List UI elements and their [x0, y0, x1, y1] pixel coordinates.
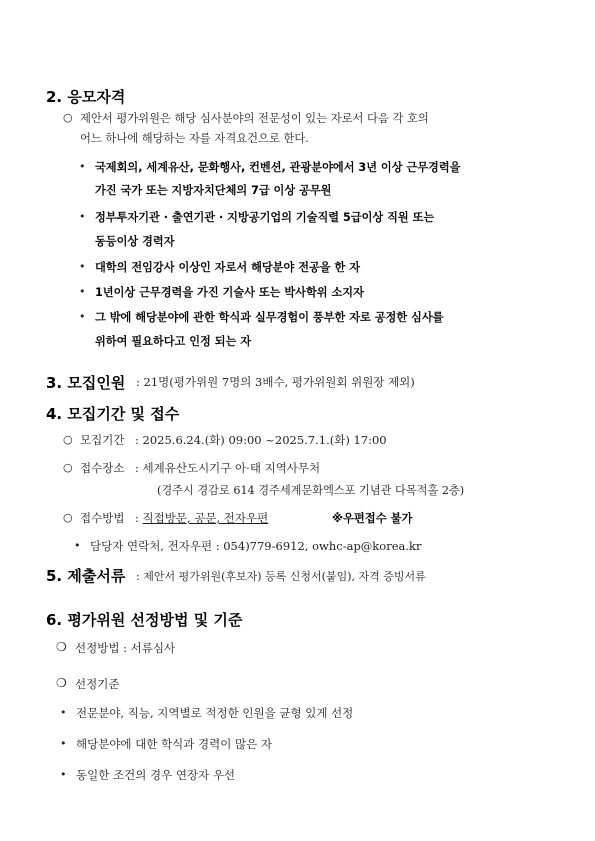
section-2-heading: 2. 응모자격 [46, 88, 126, 106]
method-options: 직접방문, 공문, 전자우편 [142, 511, 269, 525]
period-label: 모집기간 [80, 433, 125, 447]
place-value: : 세계유산도시기구 아·태 지역사무처 [135, 461, 321, 475]
item-bullet-icon: • [79, 260, 86, 273]
item-bullet-icon: • [79, 160, 86, 173]
criteria-item-3: 동일한 조건의 경우 연장자 우선 [76, 768, 236, 782]
item-bullet-icon: • [79, 210, 86, 223]
item-bullet-icon: • [79, 285, 86, 298]
intro-bullet-icon: ○ [63, 111, 73, 124]
criteria-item-2: 해당분야에 대한 학식과 경력이 많은 자 [76, 737, 273, 751]
selection-method: 선정방법 : 서류심사 [75, 641, 176, 655]
criteria-circle-icon: ❍ [56, 676, 67, 690]
qualification-item-1-line-1: 국제회의, 세계유산, 문화행사, 컨벤션, 관광분야에서 3년 이상 근무경력을 [95, 161, 461, 174]
section-6-heading: 6. 평가위원 선정방법 및 기준 [46, 611, 243, 629]
place-bullet-icon: ○ [63, 461, 73, 474]
qualification-item-2-line-2: 동등이상 경력자 [95, 235, 175, 248]
contact-info: 담당자 연락처, 전자우편 : 054)779-6912, owhc-ap@korea.kr [90, 539, 422, 553]
contact-bullet-icon: • [74, 539, 81, 552]
qualification-item-5-line-2: 위하여 필요하다고 인정 되는 자 [95, 335, 252, 348]
qualification-item-4: 1년이상 근무경력을 가진 기술사 또는 박사학위 소지자 [95, 286, 364, 299]
method-label: 접수방법 [80, 511, 125, 525]
qualification-item-5-line-1: 그 밖에 해당분야에 관한 학식과 실무경험이 풍부한 자로 공정한 심사를 [95, 311, 444, 324]
recruit-count: : 21명(평가위원 7명의 3배수, 평가위원회 위원장 제외) [136, 375, 415, 389]
period-value: : 2025.6.24.(화) 09:00 ~2025.7.1.(화) 17:00 [135, 433, 387, 447]
place-detail: (경주시 경감로 614 경주세계문화엑스포 기념관 다목적홀 2층) [157, 484, 465, 497]
method-circle-icon: ❍ [56, 640, 67, 654]
section-3-heading: 3. 모집인원 [46, 374, 126, 392]
criteria-bullet-icon: • [60, 768, 67, 781]
method-bullet-icon: ○ [63, 511, 73, 524]
method-note: ※우편접수 불가 [332, 512, 413, 525]
qualification-item-1-line-2: 가진 국가 또는 지방자치단체의 7급 이상 공무원 [95, 184, 332, 197]
intro-line-1: 제안서 평가위원은 해당 심사분야의 전문성이 있는 자로서 다음 각 호의 [80, 112, 429, 125]
criteria-item-1: 전문분야, 직능, 지역별로 적정한 인원을 균형 있게 선정 [76, 706, 354, 720]
selection-criteria-label: 선정기준 [75, 677, 120, 691]
place-label: 접수장소 [80, 461, 125, 475]
intro-line-2: 어느 하나에 해당하는 자를 자격요건으로 한다. [80, 132, 309, 145]
required-documents: : 제안서 평가위원(후보자) 등록 신청서(붙임), 자격 증빙서류 [136, 570, 426, 583]
item-bullet-icon: • [79, 310, 86, 323]
section-5-heading: 5. 제출서류 [46, 567, 126, 585]
qualification-item-3: 대학의 전임강사 이상인 자로서 해당분야 전공을 한 자 [95, 261, 361, 274]
method-prefix: : [135, 511, 143, 525]
criteria-bullet-icon: • [60, 706, 67, 719]
period-bullet-icon: ○ [63, 433, 73, 446]
criteria-bullet-icon: • [60, 737, 67, 750]
method-value [135, 510, 268, 526]
section-4-heading: 4. 모집기간 및 접수 [46, 405, 180, 423]
qualification-item-2-line-1: 정부투자기관 · 출연기관 · 지방공기업의 기술직렬 5급이상 직원 또는 [95, 211, 435, 224]
